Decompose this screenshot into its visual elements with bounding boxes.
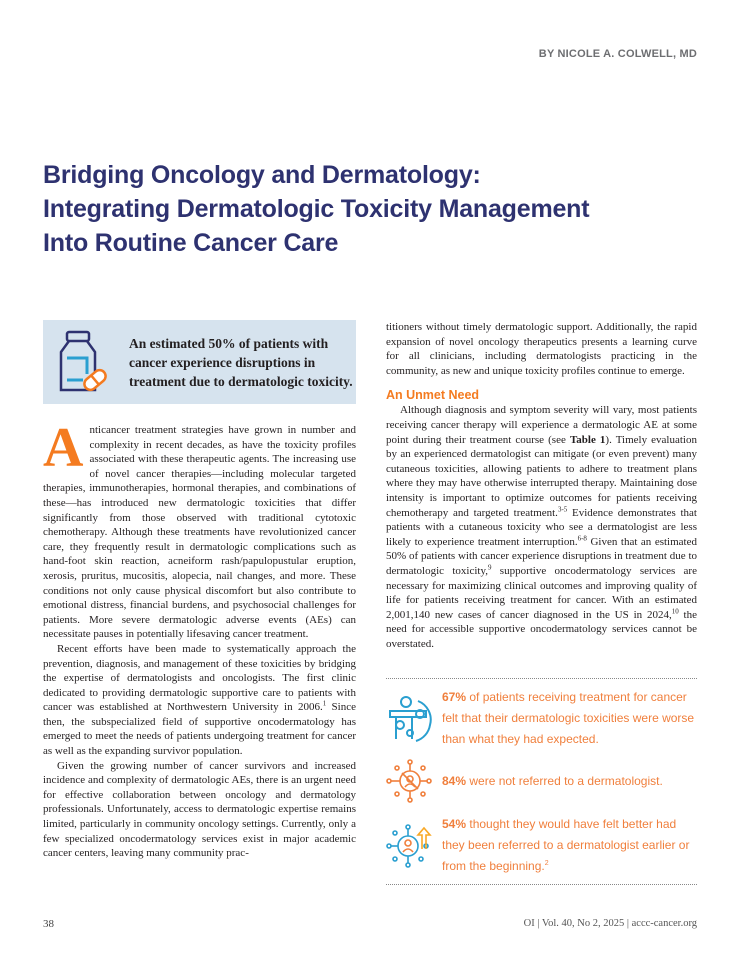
right-column (386, 320, 697, 651)
callout-box (43, 320, 356, 404)
title-line: Into Routine Cancer Care (43, 229, 339, 257)
stat-text (442, 814, 697, 877)
stat-description: of patients receiving treatment for cancer felt that their dermatologic toxicities were worse than what they had expected. (442, 690, 695, 746)
section-heading: An Unmet Need (386, 388, 480, 403)
paragraph-text: supportive oncodermatology services are necessary for maximizing clinical outcomes and improving quality of life for patients receiving treatment for cancer. With an estimated 2,001,140 new cases of cancer diagnosed in the US in 2024, (386, 564, 697, 621)
patient-figure-icon (386, 695, 432, 743)
reference: 3-5 (557, 504, 568, 513)
paragraph-text: nticancer treatment strategies have grown in number and complexity in recent decades, as have the toxicity profiles associated with these therapeutic agents. The increasing use of novel cancer therapies—including molecular targeted therapies, immunotherapies, hormonal therapies, and combinations of these—has introduced new dermatologic toxicities that differ significantly from those observed with traditional cytotoxic chemotherapy. Although these treatments have revolutionized cancer care, they frequently result in dermatologic complications such as hand-foot skin reaction, acneiform rash/papulopustular eruption, xerosis, pruritus, mucositis, alopecia, nail changes, and more. These conditions not only cause physical discomfort but also contribute to emotional distress, financial burdens, and psychosocial challenges for patients. More severe dermatologic adverse events (AEs) can necessitate pauses in potentially lifesaving cancer treatment. (43, 424, 356, 641)
journal-info: OI | Vol. 40, No 2, 2025 | accc-cancer.org (523, 918, 697, 929)
paragraph: Given the growing number of cancer survivors and increased incidence and complexity of dermatologic AEs, there is an urgent need for effective collaboration between oncology and dermatology professionals. Unfortunately, access to dermatologic expertise remains limited, particularly in community oncology settings. Currently, only a few specialized oncodermatology services exist in major academic cancer centers, leaving many community prac- (43, 759, 356, 860)
reference: 9 (487, 563, 492, 572)
paragraph-text: Evidence demonstrates that patients with a cutaneous toxicity who see a dermatologist are less likely to experience treatment interruption. (386, 506, 697, 548)
stat-description: were not referred to a dermatologist. (466, 773, 663, 788)
page-number: 38 (43, 918, 54, 930)
stats-box (386, 678, 697, 885)
paragraph-text: ). Timely evaluation by an experienced dermatologist can mitigate (or even prevent) many cutaneous toxicities, allowing patients to adhere to treatment plans where they may have otherwise interrupted therapy. Maintaining dose intensity is important to optimize outcomes for patients receiving chemotherapy and targeted treatment. (386, 433, 697, 519)
article-title (43, 158, 683, 260)
medicine-bottle-pill-icon (57, 330, 109, 394)
reference: 6-8 (577, 534, 587, 543)
reference: 1 (322, 699, 327, 708)
stat-item (386, 687, 697, 750)
stat-text (442, 771, 663, 792)
stat-item (386, 759, 663, 803)
byline: BY NICOLE A. COLWELL, MD (538, 48, 697, 60)
paragraph-text: Since then, the subspecialized field of supportive oncodermatology has emerged to meet the needs of patients undergoing treatment for cancer as well as the expanding survivor population. (43, 701, 356, 758)
stat-description: thought they would have felt better had they been referred to a dermatologist earlier or from the beginning. (442, 817, 690, 873)
paragraph-text: Recent efforts have been made to systematically approach the prevention, diagnosis, and management of these toxicities by bridging the expertise of dermatologists and oncologists. The first clinic dedicated to providing dermatologic supportive care to patients with cancer was established at Northwestern University in 2006. (43, 642, 356, 714)
title-line: Bridging Oncology and Dermatology: (43, 161, 481, 189)
paragraph (386, 403, 697, 651)
paragraph-text: Given that an estimated 50% of patients with cancer experience disruptions in treatment due to dermatologic toxicity, (386, 535, 697, 577)
reference: 10 (671, 607, 679, 616)
stat-percent: 67% (442, 690, 467, 704)
referral-network-up-icon (386, 823, 432, 869)
paragraph-text: the need for accessible supportive oncodermatology services cannot be overstated. (386, 608, 697, 650)
reference: 2 (544, 860, 549, 867)
stat-text (442, 687, 697, 750)
stat-item (386, 814, 697, 877)
no-referral-network-icon (386, 759, 432, 803)
title-line: Integrating Dermatologic Toxicity Management (43, 195, 590, 223)
stat-percent: 84% (442, 773, 467, 788)
paragraph (43, 642, 356, 759)
paragraph-text: Although diagnosis and symptom severity will vary, most patients receiving cancer therapy will experience a dermatologic AE at some point during their treatment course (see (386, 404, 697, 446)
paragraph (43, 417, 356, 642)
left-column (43, 417, 356, 861)
drop-cap: A (43, 417, 84, 479)
table-link[interactable]: Table 1 (569, 433, 606, 446)
callout-text: An estimated 50% of patients with cancer experience disruptions in treatment due to dermatologic toxicity. (129, 335, 353, 389)
stat-percent: 54% (442, 817, 467, 831)
paragraph: titioners without timely dermatologic support. Additionally, the rapid expansion of novel oncology therapeutics presents a learning curve for all clinicians, including dermatologists practicing in the community, as new and unique toxicity profiles continue to emerge. (386, 321, 697, 377)
